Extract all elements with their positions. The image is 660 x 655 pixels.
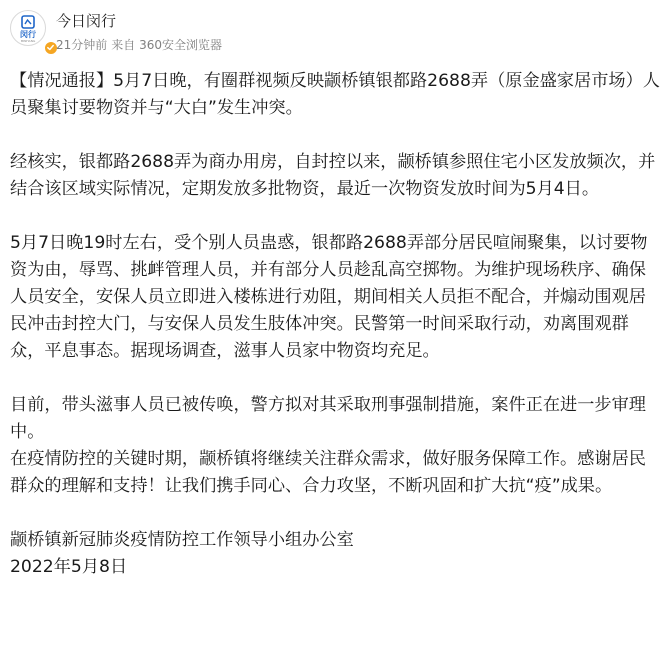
paragraph-gap [10,365,660,392]
avatar[interactable] [10,10,46,46]
account-name[interactable]: 今日闵行 [56,12,117,30]
paragraph-gap [10,122,660,149]
paragraph-gap [10,203,660,230]
post-meta [56,37,222,53]
post-paragraph: 经核实，银都路2688弄为商办用房，自封控以来，颛桥镇参照住宅小区发放频次，并结合该区域实际情况，定期发放多批物资，最近一次物资发放时间为5月4日。 [10,152,656,199]
post-header [0,0,660,66]
post-paragraph: 【情况通报】5月7日晚，有圈群视频反映颛桥镇银都路2688弄（原金盛家居市场）人员聚集讨要物资并与“大白”发生冲突。 [10,71,660,118]
post-paragraph: 在疫情防控的关键时期，颛桥镇将继续关注群众需求，做好服务保障工作。感谢居民群众的理解和支持！让我们携手同心、合力攻坚，不断巩固和扩大抗“疫”成果。 [10,449,646,496]
avatar-label: 闵行 [20,30,36,39]
avatar-sublabel: MINHANG [20,39,36,43]
post-signature: 颛桥镇新冠肺炎疫情防控工作领导小组办公室 [10,530,354,550]
post-paragraph: 5月7日晚19时左右，受个别人员蛊惑，银都路2688弄部分居民喧闹聚集，以讨要物资为由，辱骂、挑衅管理人员，并有部分人员趁乱高空掷物。为维护现场秩序、确保人员安全，安保人员立即进入楼栋进行劝阻，期间相关人员拒不配合，并煽动围观居民冲击封控大门，与安保人员发生肢体冲突。民警第一时间采取行动，劝离围观群众，平息事态。据现场调查，滋事人员家中物资均充足。 [10,233,648,361]
post-paragraph: 目前，带头滋事人员已被传唤，警方拟对其采取刑事强制措施，案件正在进一步审理中。 [10,395,646,442]
post-time: 21分钟前 [56,38,108,52]
paragraph-gap [10,500,660,527]
post-date: 2022年5月8日 [10,557,128,577]
minhang-logo-icon [21,15,35,29]
post-content [10,68,660,581]
post-source: 来自 360安全浏览器 [111,38,223,52]
